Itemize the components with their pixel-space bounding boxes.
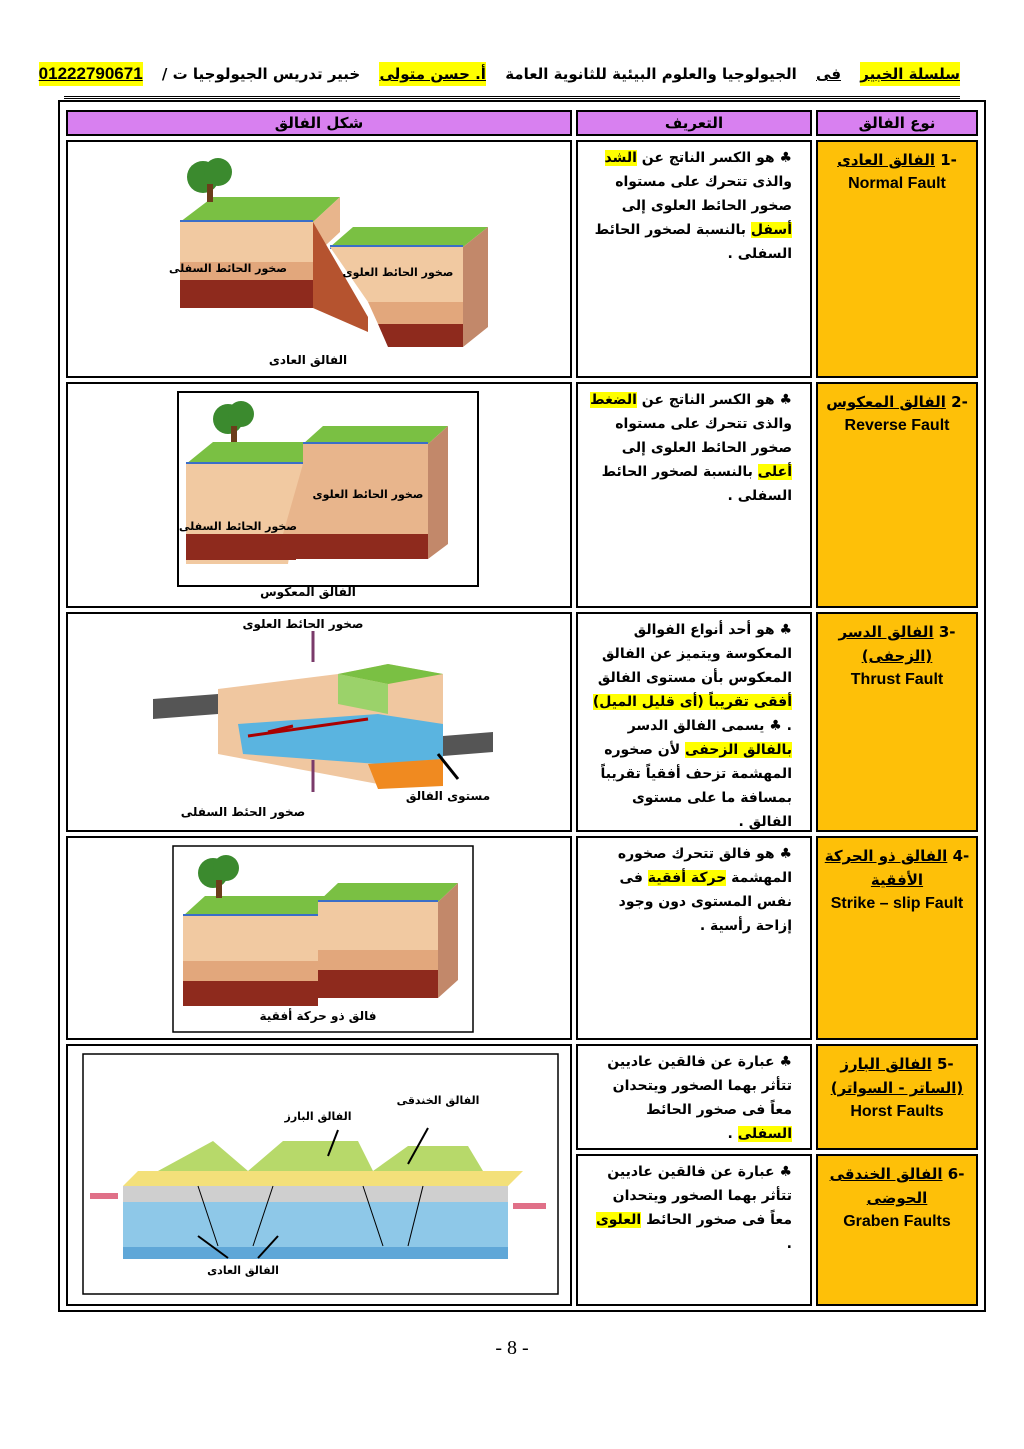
type-name-ar: الفالق الدسر (الزحفى) [838,623,934,665]
figure-cell-reverse [66,382,572,608]
definition-text: . ♣ يسمى الفالق الدسر [627,718,792,734]
column-header-definition: التعريف [576,110,812,136]
row-number: -2 [951,393,968,411]
teacher-role: خبير تدريس الجيولوجيا ت / [161,65,361,83]
definition-text: بالنسبة لصخور الحائط السفلى . [601,464,792,504]
type-name-en: Strike – slip Fault [830,895,964,912]
page-number: - 8 - [495,1337,529,1359]
figure-cell-horst-graben [66,1044,572,1306]
definition-cell-thrust [576,612,812,832]
row-number: -5 [936,1055,954,1073]
row-number: -3 [938,623,956,641]
header-subject: الجيولوجيا والعلوم البيئية للثانوية العامة [505,65,797,83]
definition-text: بالنسبة لصخور الحائط السفلى . [594,222,792,262]
definition-text: ♣ عبارة عن فالقين عاديين تتأثر بهما الصخور ويتحدان معاً فى صخور الحائط [607,1054,792,1118]
highlighted-term: أعلى [757,464,792,480]
hanging-wall-label: صخور الحائط العلوى [312,488,424,501]
column-header-figure: شكل الفالق [66,110,572,136]
teacher-name: أ. حسن متولى [379,62,485,86]
definition-cell-reverse [576,382,812,608]
row-number: -4 [952,847,970,865]
faults-table [58,100,986,1312]
highlighted-term: أسفل [750,222,792,238]
row-number: -1 [940,151,957,169]
highlighted-term: السفلى [737,1126,792,1142]
phone-number: 01222790671 [39,62,143,86]
normal-fault-label: الفالق العادى [207,1264,279,1277]
definition-text: ♣ هو الكسر الناتج عن [636,392,792,408]
figure-cell-strike-slip [66,836,572,1040]
definition-text: ♣ هو أحد أنواع الفوالق المعكوسة ويتميز عن الفالق المعكوس بأن مستوى الفالق [597,622,792,686]
type-name-en: Thrust Fault [850,671,944,688]
type-cell-graben [816,1154,978,1306]
normal-fault-diagram [68,142,570,376]
type-name-en: Normal Fault [848,175,946,192]
type-name-ar: الفالق البارز (الساتر - السواتر) [830,1055,964,1097]
header-fi: فى [816,65,842,83]
definition-text: . [727,1126,738,1142]
type-cell-horst [816,1044,978,1150]
type-cell-thrust [816,612,978,832]
type-name-ar: الفالق الخندقى الحوضى [829,1165,943,1207]
definition-cell-strike-slip [576,836,812,1040]
definition-text: فى نفس المستوى دون وجود إزاحة رأسية . [618,870,792,934]
definition-text: والذى تتحرك على مستواه صخور الحائط العلوى إلى [615,174,792,214]
type-name-en: Graben Faults [843,1213,951,1230]
footwall-label: صخور الحائط السفلى [169,262,287,275]
type-name-en: Horst Faults [850,1103,944,1120]
highlighted-term: العلوى [595,1212,642,1228]
type-name-ar: الفالق العادى [837,151,935,169]
series-title: سلسلة الخبير [860,62,960,86]
type-name-en: Reverse Fault [844,417,950,434]
fault-plane-label: مستوى الفالق [405,789,491,803]
horst-label: الفالق البارز [284,1110,352,1123]
highlighted-term: حركة أفقية [647,870,727,886]
reverse-fault-diagram [68,384,570,606]
type-cell-normal [816,140,978,378]
page-header [38,62,960,99]
strike-slip-diagram [68,838,570,1038]
definition-text: لأن صخوره المهشمة تزحف أفقياً تقريباً بمسافة ما على مستوى الفالق . [600,742,792,830]
type-cell-strike-slip [816,836,978,1040]
definition-text: ♣ هو فالق تتحرك صخوره المهشمة [617,846,792,886]
figure-cell-normal [66,140,572,378]
figure-caption: الفالق العادى [268,353,348,367]
definition-cell-graben [576,1154,812,1306]
definition-text: . [786,1236,792,1252]
footwall-label: صخور الحائط السفلى [179,520,297,533]
definition-text: ♣ عبارة عن فالقين عاديين تتأثر بهما الصخور ويتحدان معاً فى صخور الحائط [607,1164,792,1228]
highlighted-term: أفقى تقريباً (أى قليل الميل) [592,694,792,710]
hanging-wall-label: صخور الحائط العلوى [242,617,364,631]
definition-text: والذى تتحرك على مستواه صخور الحائط العلوى إلى [615,416,792,456]
type-name-ar: الفالق المعكوس [826,393,946,411]
thrust-fault-diagram [68,614,570,830]
row-number: -6 [947,1165,965,1183]
highlighted-term: بالفالق الزحفى [685,742,792,758]
hanging-wall-label: صخور الحائط العلوى [342,266,454,279]
footwall-label: صخور الحئط السفلى [180,805,306,819]
highlighted-term: الشد [604,150,637,166]
figure-caption: الفالق المعكوس [260,585,356,599]
type-name-ar: الفالق ذو الحركة الأفقية [824,847,948,889]
highlighted-term: الضغط [590,392,637,408]
figure-caption: فالق ذو حركة أفقية [259,1009,377,1023]
figure-cell-thrust [66,612,572,832]
type-cell-reverse [816,382,978,608]
definition-text: ♣ هو الكسر الناتج عن [636,150,792,166]
graben-label: الفالق الخندقى [396,1094,480,1107]
definition-cell-normal [576,140,812,378]
column-header-type: نوع الفالق [816,110,978,136]
definition-cell-horst [576,1044,812,1150]
horst-graben-diagram [68,1046,570,1304]
